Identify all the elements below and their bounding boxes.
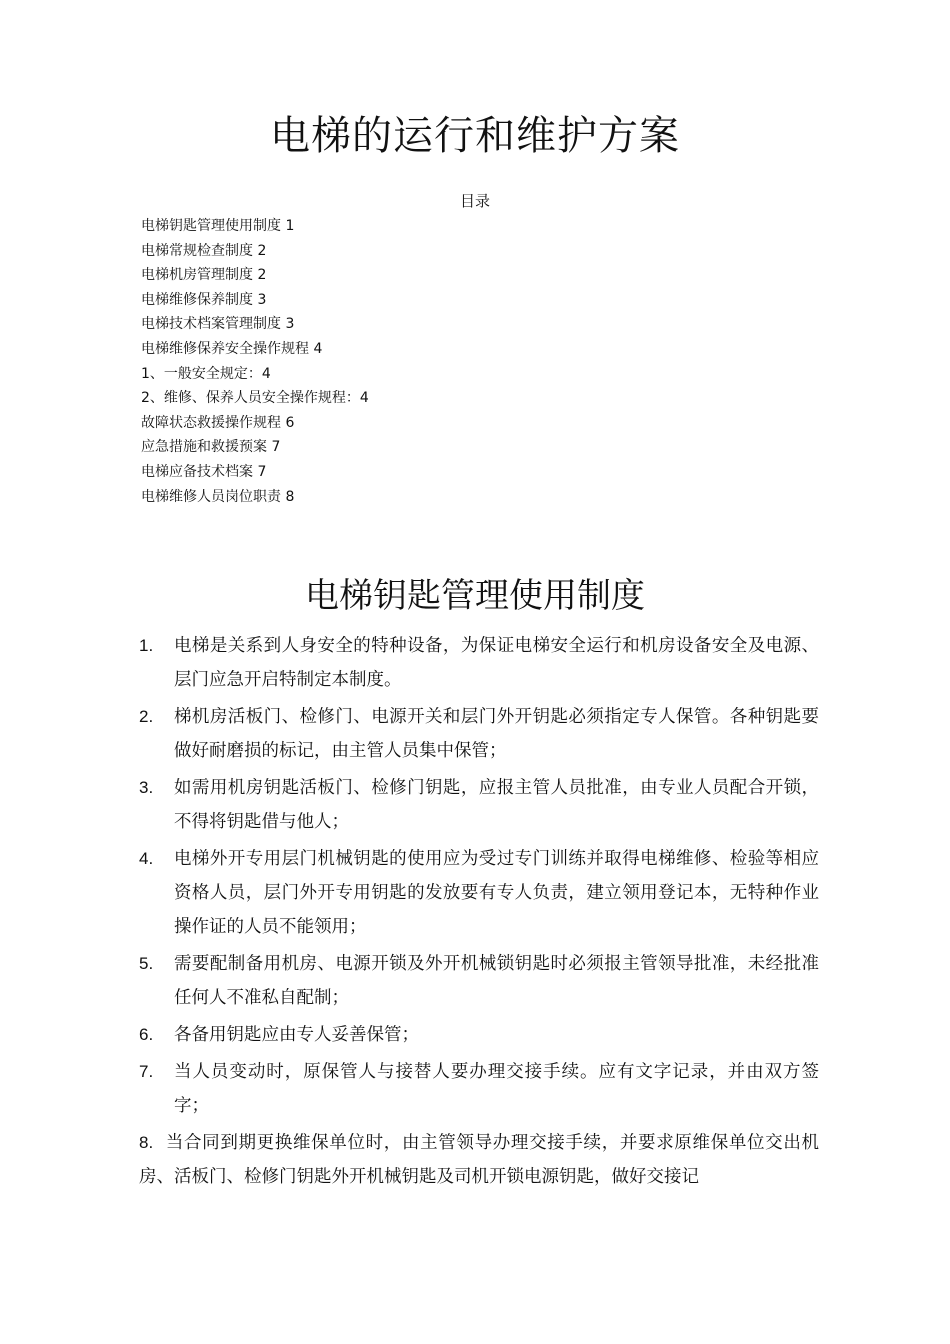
rule-item [139, 1018, 819, 1052]
toc-heading: 目录 [459, 192, 490, 210]
rule-number: 7. [139, 1062, 154, 1081]
section-title: 电梯钥匙管理使用制度 [305, 576, 645, 616]
rule-number: 2. [139, 707, 154, 726]
rule-number: 6. [139, 1025, 154, 1044]
toc-item[interactable]: 电梯技术档案管理制度 3 [141, 316, 295, 333]
rule-item [139, 1126, 819, 1194]
rule-item [139, 700, 819, 768]
rule-text: 如需用机房钥匙活板门、检修门钥匙，应报主管人员批准，由专业人员配合开锁，不得将钥匙借与他人； [174, 778, 819, 832]
rule-item [139, 629, 819, 697]
rule-item [139, 771, 819, 839]
rule-text: 需要配制备用机房、电源开锁及外开机械锁钥匙时必须报主管领导批准，未经批准任何人不准私自配制； [174, 954, 819, 1008]
rule-text: 当合同到期更换维保单位时，由主管领导办理交接手续，并要求原维保单位交出机房、活板门、检修门钥匙外开机械钥匙及司机开锁电源钥匙，做好交接记 [139, 1133, 819, 1187]
toc-item[interactable]: 2、维修、保养人员安全操作规程：4 [141, 390, 369, 407]
document-title: 电梯的运行和维护方案 [270, 113, 680, 159]
rule-item [139, 842, 819, 944]
rule-text: 梯机房活板门、检修门、电源开关和层门外开钥匙必须指定专人保管。各种钥匙要做好耐磨损的标记，由主管人员集中保管； [174, 707, 819, 761]
rule-number: 8. [139, 1133, 154, 1152]
toc-item[interactable]: 1、一般安全规定：4 [141, 365, 271, 382]
toc-item[interactable]: 应急措施和救援预案 7 [141, 439, 281, 456]
toc-item[interactable]: 电梯常规检查制度 2 [141, 242, 267, 259]
rule-text: 当人员变动时，原保管人与接替人要办理交接手续。应有文字记录，并由双方签字； [174, 1062, 819, 1116]
toc-item[interactable]: 电梯钥匙管理使用制度 1 [141, 218, 295, 234]
toc-item[interactable]: 故障状态救援操作规程 6 [141, 414, 295, 431]
table-of-contents [141, 216, 369, 511]
toc-item[interactable]: 电梯机房管理制度 2 [141, 267, 267, 284]
toc-item[interactable]: 电梯应备技术档案 7 [141, 463, 267, 480]
rule-item [139, 1055, 819, 1123]
rule-text: 各备用钥匙应由专人妥善保管； [174, 1025, 419, 1045]
rule-number: 3. [139, 778, 154, 797]
toc-item[interactable]: 电梯维修人员岗位职责 8 [141, 488, 295, 505]
toc-item[interactable]: 电梯维修保养制度 3 [141, 291, 267, 308]
rules-list [139, 629, 819, 1197]
rule-text: 电梯外开专用层门机械钥匙的使用应为受过专门训练并取得电梯维修、检验等相应资格人员，层门外开专用钥匙的发放要有专人负责，建立领用登记本，无特种作业操作证的人员不能领用； [174, 849, 819, 937]
rule-number: 5. [139, 954, 154, 973]
rule-text: 电梯是关系到人身安全的特种设备，为保证电梯安全运行和机房设备安全及电源、层门应急开启特制定本制度。 [174, 636, 819, 690]
rule-item [139, 947, 819, 1015]
toc-item[interactable]: 电梯维修保养安全操作规程 4 [141, 340, 323, 357]
rule-number: 1. [139, 636, 154, 655]
rule-number: 4. [139, 849, 154, 868]
